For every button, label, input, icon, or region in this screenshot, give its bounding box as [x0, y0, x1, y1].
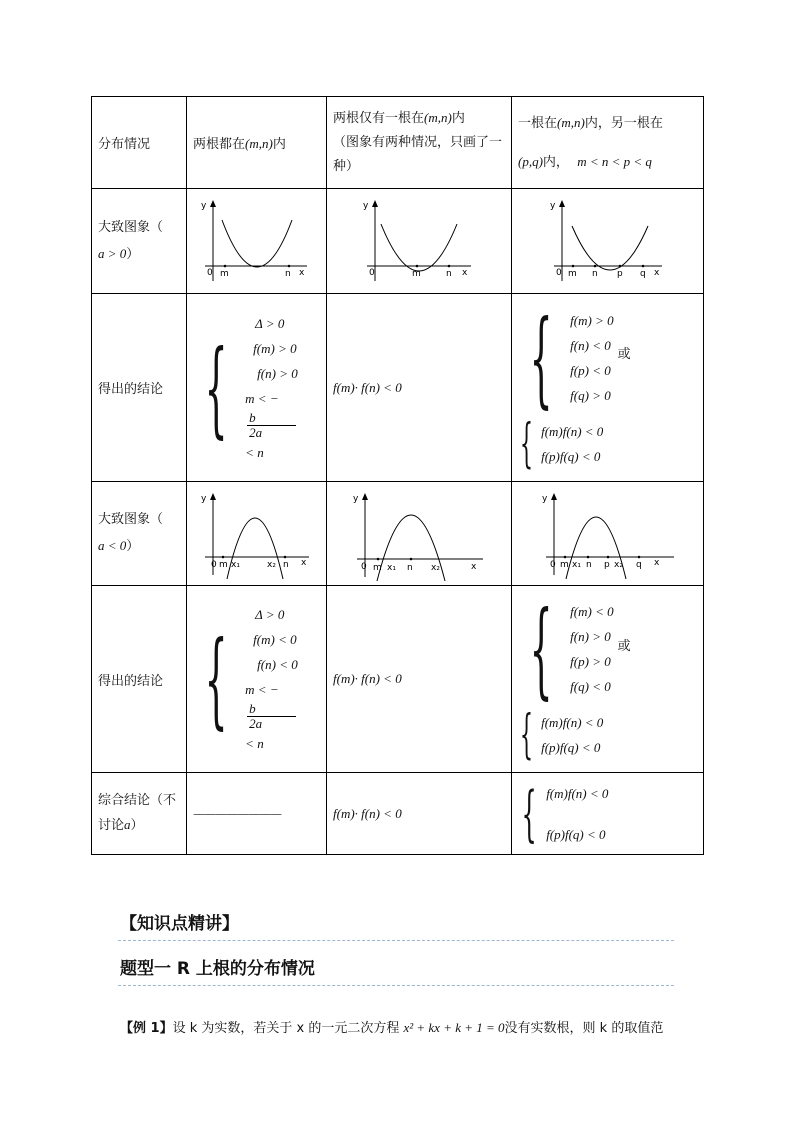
- n-label: n: [407, 562, 413, 573]
- graph-label-negative-text: 大致图象（: [98, 512, 164, 527]
- result-row-negative: [92, 586, 704, 773]
- x-axis-label: x: [300, 557, 306, 568]
- result-pos-both-system: { Δ > 0 f(m) > 0 f(n) > 0 m < − b 2a < n: [193, 311, 320, 465]
- or-label: 或: [617, 347, 631, 362]
- result-neg-both-system: { Δ > 0 f(m) < 0 f(n) < 0 m < − b 2a < n: [193, 602, 320, 756]
- fraction-denominator: 2a: [249, 716, 263, 731]
- header-split-tail1: 内，另一根在: [584, 115, 663, 131]
- header-split-math2: (p,q): [518, 153, 543, 169]
- fraction-numerator: b: [247, 411, 296, 426]
- m-label: m: [412, 269, 421, 279]
- or-label: 或: [617, 638, 631, 654]
- summary-split: [512, 773, 704, 855]
- graph-pos-both: [187, 189, 327, 294]
- header-distribution: [92, 97, 187, 189]
- header-row: [92, 97, 704, 189]
- f-q-condition: f(q) > 0: [570, 387, 611, 403]
- f-n-condition: f(n) > 0: [570, 629, 611, 644]
- fraction-denominator: 2a: [249, 424, 263, 440]
- y-axis-label: y: [353, 493, 359, 504]
- example-equation: x² + kx + k + 1 = 0: [403, 1020, 505, 1035]
- p-label: p: [603, 559, 610, 570]
- origin-label: 0: [361, 561, 367, 572]
- graph-label-positive-cond: a > 0: [98, 245, 127, 261]
- result-label-positive: 得出的结论: [92, 294, 187, 482]
- delta-condition: Δ > 0: [255, 315, 285, 331]
- fraction-numerator: b: [247, 702, 296, 717]
- graph-label-negative-close: ）: [126, 539, 140, 554]
- graph-label-positive-close: ）: [126, 246, 140, 262]
- axis-fraction: [247, 702, 296, 731]
- result-label-negative: 得出的结论: [92, 586, 187, 773]
- f-m-condition: f(m) < 0: [570, 604, 614, 619]
- parabola-up-one-graph: [359, 196, 479, 286]
- header-split-math1: (m,n): [557, 114, 585, 130]
- parabola-down-one-graph: [349, 487, 489, 581]
- summary-row: [92, 773, 704, 855]
- x2-label: x₂: [613, 559, 623, 570]
- x1-label: x₁: [571, 559, 581, 570]
- header-both-math: (m,n): [245, 136, 273, 151]
- n-label: n: [284, 269, 291, 279]
- f-m-f-n-condition: f(m)f(n) < 0: [541, 423, 604, 439]
- parabola-up-split-graph: [548, 196, 668, 286]
- graph-label-negative: [92, 482, 187, 586]
- x-axis-label: x: [471, 561, 477, 572]
- result-pos-split-system-b: { f(m)f(n) < 0 f(p)f(q) < 0: [519, 413, 604, 474]
- graph-neg-both: [187, 482, 327, 586]
- result-pos-one: f(m)· f(n) < 0: [327, 294, 512, 482]
- result-row-positive: [92, 294, 704, 482]
- graph-row-negative: [92, 482, 704, 586]
- f-p-f-q-condition: f(p)f(q) < 0: [541, 740, 601, 755]
- y-axis-label: y: [549, 201, 555, 211]
- graph-neg-split: [512, 482, 704, 586]
- graph-label-positive: [92, 189, 187, 294]
- origin-label: 0: [549, 559, 556, 570]
- x1-label: x₁: [230, 559, 240, 570]
- x1-label: x₁: [387, 562, 396, 573]
- f-p-f-q-condition: f(p)f(q) < 0: [546, 826, 606, 842]
- subheading-divider: [118, 985, 674, 986]
- m-label: m: [218, 559, 228, 570]
- example-text-end: 没有实数根，则 k 的取值范: [504, 1021, 664, 1036]
- y-axis-label: y: [200, 201, 206, 211]
- result-pos-split: [512, 294, 704, 482]
- f-m-f-n-condition: f(m)f(n) < 0: [541, 715, 604, 730]
- result-neg-one: f(m)· f(n) < 0: [327, 586, 512, 773]
- result-neg-split-system-a: { f(m) < 0 f(n) > 0 f(p) > 0 f(q) < 0 或: [529, 588, 631, 710]
- f-n-condition: f(n) < 0: [570, 337, 611, 353]
- example-tag: 【例 1】: [120, 1021, 173, 1036]
- x-axis-label: x: [298, 268, 304, 278]
- axis-condition-left: m < −: [245, 682, 279, 697]
- f-m-condition: f(m) > 0: [570, 312, 614, 328]
- header-split-tail2: 内，: [542, 154, 569, 170]
- x2-label: x₂: [266, 559, 276, 570]
- graph-label-negative-cond: a < 0: [98, 538, 127, 553]
- summary-label: [92, 773, 187, 855]
- parabola-down-both-graph: [197, 487, 317, 581]
- header-both-roots: [187, 97, 327, 189]
- axis-condition-left: m < −: [245, 390, 279, 406]
- summary-label-line1: 综合结论（不: [98, 793, 177, 808]
- n-label: n: [585, 559, 592, 570]
- f-p-condition: f(p) > 0: [570, 654, 611, 669]
- root-distribution-table: [91, 96, 704, 855]
- n-label: n: [282, 559, 289, 570]
- origin-label: 0: [369, 268, 375, 278]
- section-heading: 【知识点精讲】: [120, 914, 239, 934]
- origin-label: 0: [555, 268, 562, 278]
- q-label: q: [639, 269, 646, 279]
- header-one-math: (m,n): [424, 110, 452, 125]
- parabola-up-both-graph: [197, 196, 317, 286]
- section-subheading: 题型一 R 上根的分布情况: [120, 959, 315, 979]
- m-label: m: [373, 562, 382, 573]
- result-neg-split-system-b: { f(m)f(n) < 0 f(p)f(q) < 0: [519, 705, 604, 765]
- axis-condition: [245, 386, 298, 465]
- header-one-root: [327, 97, 512, 189]
- f-m-f-n-condition: f(m)f(n) < 0: [546, 785, 609, 801]
- q-label: q: [635, 559, 642, 570]
- f-q-condition: f(q) < 0: [570, 679, 611, 694]
- summary-label-line2: 讨论: [98, 818, 125, 833]
- x2-label: x₂: [431, 562, 440, 573]
- graph-pos-split: [512, 189, 704, 294]
- header-both-text: 两根都在: [193, 137, 246, 152]
- header-split-roots: [512, 97, 704, 189]
- header-one-note: （图象有两种情况，只画了一种）: [333, 135, 503, 174]
- n-label: n: [591, 269, 598, 279]
- m-label: m: [219, 269, 229, 279]
- example-line: [120, 1017, 663, 1036]
- f-m-condition: f(m) > 0: [253, 340, 297, 356]
- summary-split-system: { f(m)f(n) < 0 f(p)f(q) < 0: [521, 778, 609, 849]
- axis-fraction: [247, 411, 296, 440]
- p-label: p: [616, 269, 623, 279]
- graph-label-positive-text: 大致图象（: [98, 219, 164, 235]
- f-m-condition: f(m) < 0: [253, 632, 297, 647]
- header-both-tail: 内: [272, 137, 286, 152]
- f-n-condition: f(n) < 0: [257, 657, 298, 672]
- y-axis-label: y: [363, 201, 369, 211]
- f-n-condition: f(n) > 0: [257, 365, 298, 381]
- axis-condition-right: < n: [245, 736, 264, 751]
- heading-divider: [118, 940, 674, 941]
- header-one-text: 两根仅有一根在: [333, 111, 425, 126]
- origin-label: 0: [206, 268, 213, 278]
- graph-row-positive: [92, 189, 704, 294]
- n-label: n: [446, 269, 452, 279]
- graph-pos-one: [327, 189, 512, 294]
- x-axis-label: x: [653, 268, 659, 278]
- delta-condition: Δ > 0: [255, 607, 285, 622]
- y-axis-label: y: [200, 493, 206, 504]
- result-pos-both: [187, 294, 327, 482]
- summary-label-close: ）: [130, 818, 144, 833]
- summary-one: f(m)· f(n) < 0: [327, 773, 512, 855]
- x-axis-label: x: [653, 557, 659, 568]
- y-axis-label: y: [541, 493, 547, 504]
- x-axis-label: x: [462, 268, 468, 278]
- result-pos-split-system-a: { f(m) > 0 f(n) < 0 f(p) < 0 f(q) > 0 或: [529, 296, 631, 419]
- f-p-f-q-condition: f(p)f(q) < 0: [541, 448, 601, 464]
- summary-both-none: ————————: [187, 773, 327, 855]
- result-neg-split: [512, 586, 704, 773]
- example-text-start: 设 k 为实数，若关于 x 的一元二次方程: [172, 1021, 404, 1036]
- axis-condition-right: < n: [245, 444, 264, 460]
- header-split-text1: 一根在: [518, 115, 558, 131]
- axis-condition: [245, 677, 298, 756]
- graph-neg-one: [327, 482, 512, 586]
- origin-label: 0: [210, 559, 217, 570]
- m-label: m: [559, 559, 569, 570]
- header-split-inequality: m < n < p < q: [577, 153, 652, 169]
- result-neg-both: [187, 586, 327, 773]
- f-p-condition: f(p) < 0: [570, 362, 611, 378]
- m-label: m: [567, 269, 577, 279]
- summary-label-var: a: [124, 817, 131, 832]
- parabola-down-split-graph: [538, 487, 678, 581]
- header-distribution-label: 分布情况: [98, 137, 151, 152]
- header-one-tail: 内: [451, 111, 465, 126]
